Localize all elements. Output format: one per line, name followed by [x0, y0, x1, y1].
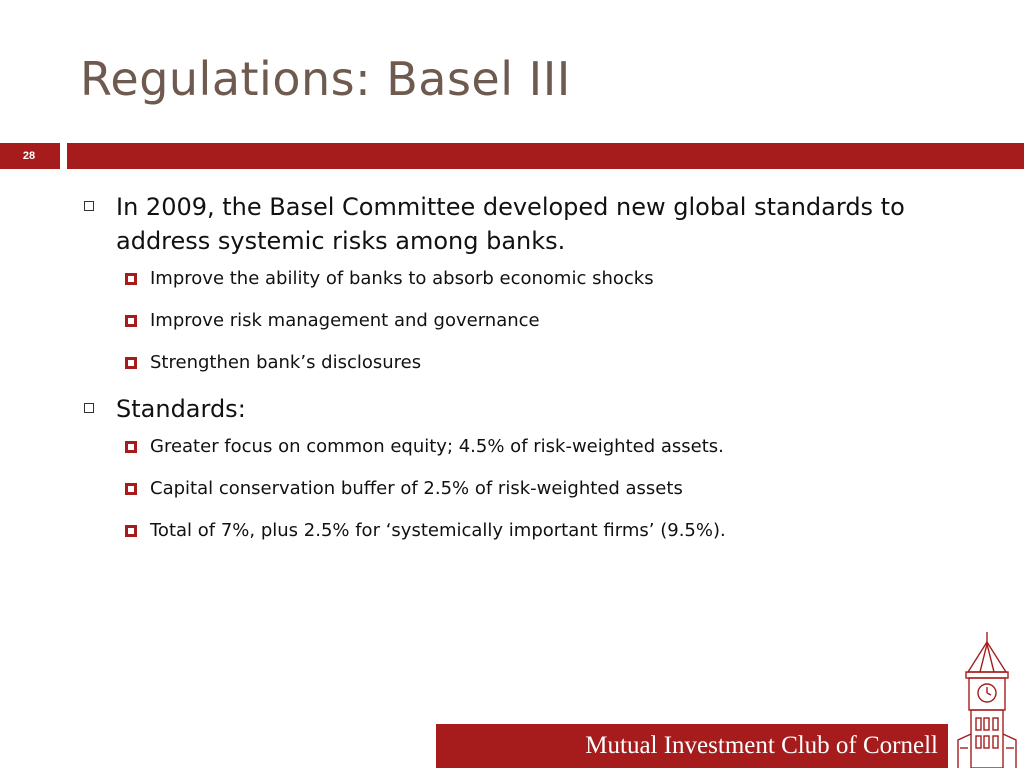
sub-bullet-text: Total of 7%, plus 2.5% for ‘systemically important firms’ (9.5%).	[150, 520, 726, 541]
sub-bullet-item	[80, 518, 940, 544]
sub-bullet-text: Strengthen bank’s disclosures	[150, 352, 422, 373]
sub-bullet-item	[80, 434, 940, 460]
footer-bar	[436, 724, 948, 768]
red-square-icon	[125, 441, 137, 453]
bullet-item	[80, 190, 940, 258]
bullet-text: In 2009, the Basel Committee developed new global standards to address systemic risks among banks.	[116, 193, 905, 255]
clocktower-logo-icon	[950, 630, 1024, 768]
hollow-square-icon	[84, 201, 94, 211]
bullet-text: Standards:	[116, 395, 246, 423]
bullet-item	[80, 392, 940, 426]
slide-number: 28	[22, 150, 36, 162]
red-square-icon	[125, 273, 137, 285]
bullet-list	[80, 190, 940, 560]
hollow-square-icon	[84, 403, 94, 413]
sub-bullet-item	[80, 350, 940, 376]
red-square-icon	[125, 525, 137, 537]
sub-bullet-text: Improve risk management and governance	[150, 310, 540, 331]
red-square-icon	[125, 315, 137, 327]
sub-bullet-text: Improve the ability of banks to absorb economic shocks	[150, 268, 654, 289]
red-square-icon	[125, 483, 137, 495]
red-square-icon	[125, 357, 137, 369]
sub-bullet-text: Greater focus on common equity; 4.5% of risk-weighted assets.	[150, 436, 724, 457]
footer-text: Mutual Investment Club of Cornell	[585, 732, 938, 759]
sub-bullet-item	[80, 476, 940, 502]
title-divider-bar	[67, 143, 1024, 169]
sub-bullet-item	[80, 266, 940, 292]
sub-bullet-text: Capital conservation buffer of 2.5% of risk-weighted assets	[150, 478, 683, 499]
slide-title: Regulations: Basel III	[80, 52, 571, 106]
sub-bullet-item	[80, 308, 940, 334]
